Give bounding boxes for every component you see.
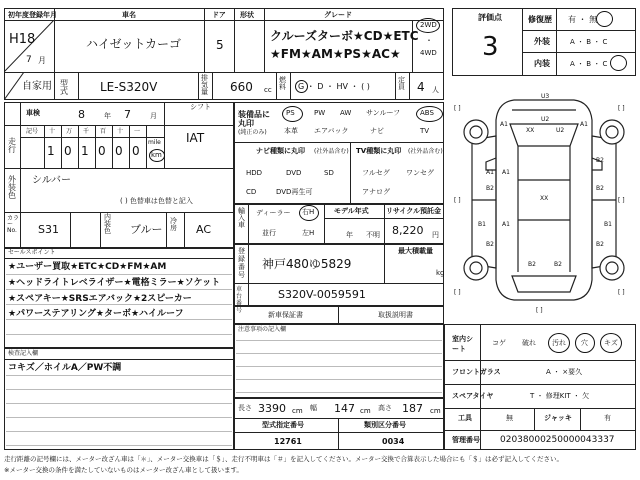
class-no-label: 類別区分番号 [364,421,406,429]
model-value: LE-S320V [100,80,158,94]
mileage-digit-header: 十 [117,128,124,135]
equipment-item: TV [420,127,430,135]
navi-sd: SD [324,169,334,177]
usage-type: 自家用 [22,81,52,92]
equipment-item: PS [286,109,295,117]
interior-options: A ・ B ・ C [570,60,608,68]
ac-value: AC [196,223,212,236]
ruled-line [6,403,232,404]
mileage-digit: 1 [47,144,55,158]
sheet-scratch: キズ [604,339,618,347]
mileage-digit: 0 [64,144,72,158]
diag-label: A1 [486,169,494,176]
interior-color-label: 内装色 [104,213,111,235]
ruled-line [6,319,232,320]
reg-month: 7 [26,55,32,65]
exterior-options: A ・ B ・ C [570,38,608,46]
diag-bracket: [ ] [618,289,625,296]
tv-analog: アナログ [362,188,390,196]
km-unit: km [151,151,162,159]
type-no-label: 型式指定番号 [262,421,304,429]
sheet-tear: 破れ [522,339,536,347]
inspector-label: 検査記入欄 [8,350,39,357]
ruled-line [236,392,442,393]
recycle-unit: 円 [432,231,439,239]
equipment-item: PW [314,109,326,117]
grade-line-2: ★FM★AM★PS★AC★ [270,47,401,61]
mileage-cell-divider [78,125,79,168]
inspection-month-unit: 月 [150,112,157,120]
car-name: ハイゼットカーゴ [86,37,182,51]
ruled-line [6,389,232,390]
height-value: 187 [402,402,423,415]
model-year-label: モデル年式 [334,207,369,215]
max-load-label: 最大積載量 [398,247,433,255]
spare-tire-label: スペアタイヤ [452,392,494,400]
fuel-options: G ・ D ・ HV ・ ( ) [298,82,370,91]
sales-line-3: ★スペアキー★SRSエアバック★2スピーカー [8,294,192,304]
diag-bracket: [ ] [454,289,461,296]
management-label: 管理番号 [452,436,480,444]
inspection-year-unit: 年 [104,112,111,120]
drive-2wd: 2WD [420,21,437,29]
sheet-burn: コゲ [492,339,506,347]
grade-label: グレード [324,11,352,19]
diag-label: B2 [528,261,536,268]
tools-value: 無 [506,414,513,422]
mileage-cell-divider [146,125,147,168]
sales-line-2: ★ヘッドライトレベライザー★電格ミラー★ソケット [8,278,221,288]
diag-label: U3 [541,93,550,100]
model-year-unit: 年 [346,231,353,239]
recycle-value: 8,220 [392,224,424,237]
height-unit: cm [430,407,441,415]
sheet-stain: 汚れ [552,339,566,347]
mileage-digit: 0 [115,144,123,158]
exterior-label: 外装 [534,37,550,46]
diag-label: B1 [604,221,612,228]
diag-label: B2 [596,241,604,248]
type-no-value: 12761 [274,437,302,446]
mileage-digit-header: 一 [134,128,141,135]
navi-label: ナビ種類に丸印 [256,147,305,155]
jack-label: ジャッキ [544,414,572,422]
score-label: 評価点 [478,13,502,22]
inspection-month: 7 [124,108,131,121]
sheet-hole: 穴 [581,339,588,347]
tv-oneseg: ワンセグ [406,169,434,177]
model-label: 型式 [60,79,68,96]
shift-value: IAT [186,131,205,145]
ruled-line [6,274,232,275]
diag-label: B2 [486,185,494,192]
height-label: 高さ [378,404,392,412]
ruled-line [6,334,232,335]
equipment-sublabel: (純正のみ) [238,129,267,136]
mileage-cell-divider [61,125,62,168]
reg-month-unit: 月 [38,56,46,65]
capacity-label: 定員 [398,76,405,91]
sales-points-label: セールスポイント [8,249,56,256]
repair-none-circle [596,11,613,27]
shift-label: シフト [190,103,211,111]
mileage-digit: 1 [81,144,89,158]
chassis-label: 車台番号 [236,286,243,314]
footer-note-2: ※メーター交換の条件を満たしていないものはメーター改ざん車として扱います。 [4,466,243,474]
ruled-line [6,375,232,376]
navi-cd: CD [246,188,257,196]
mileage-digit-header: 万 [66,128,73,135]
model-year-value: 不明 [366,231,380,239]
mileage-digit-header: 十 [49,128,56,135]
inspection-label: 車検 [26,109,40,117]
spare-tire-options: T ・ 修理KIT ・ 欠 [530,392,590,400]
diag-bracket: [ ] [454,105,461,112]
shape-label: 形状 [240,11,254,19]
mileage-cell-divider [112,125,113,168]
ruled-line [6,304,232,305]
repair-label: 修復歴 [528,15,552,24]
length-value: 3390 [258,402,286,415]
tv-note: (社外品含む) [408,148,443,155]
ac-label: 冷房 [170,217,177,232]
diag-label: U2 [541,116,550,123]
diag-label: XX [526,127,535,134]
car-name-label: 車名 [122,11,136,19]
ruled-line [236,353,442,354]
equipment-label: 装備品に丸印 [238,110,270,128]
ruled-line [6,417,232,418]
ruled-line [6,431,232,432]
drive-separator: ・ [425,36,433,45]
exterior-color-value: シルバー [32,175,72,186]
interior-sheet-label: 室内シート [452,335,473,353]
ruled-line [236,379,442,380]
navi-dvd-play: DVD再生可 [276,188,313,196]
equipment-item: サンルーフ [366,109,401,117]
mileage-label: 走行 [8,137,16,154]
diag-label: B2 [486,241,494,248]
color-no-value: S31 [38,223,59,236]
class-no-value: 0034 [382,437,405,446]
diag-bracket: [ ] [618,197,625,204]
footer-note-1: 走行距離の記号欄には、メーター改ざん車は「＊」、メーター交換車は「＄」、走行不明車は「＃」を記入してください。メーター交換で合算表示した場合にも「＄」は必ず記入してください。 [4,455,563,463]
length-label: 長さ [238,404,252,412]
ruled-line [6,445,232,446]
length-unit: cm [292,407,303,415]
mileage-cell-divider [95,125,96,168]
navi-dvd: DVD [286,169,302,177]
left-hand-option: 左H [302,229,315,237]
tools-label: 工具 [458,414,472,422]
capacity-value: 4 [417,80,425,94]
mileage-symbol-label: 記号 [26,128,39,135]
equipment-item: ナビ [370,127,384,135]
width-label: 幅 [310,404,317,412]
car-damage-diagram [452,80,636,316]
diag-label: A1 [500,121,508,128]
equipment-item: エアバック [314,127,349,135]
sales-line-1: ★ユーザー買取★ETC★CD★FM★AM [8,262,167,272]
diag-label: A1 [502,221,510,228]
right-hand-option: 右H [302,208,315,216]
import-label: 輸入車 [238,207,245,229]
diag-label: A1 [580,121,588,128]
ruled-line [236,340,442,341]
diag-bracket: [ ] [618,105,625,112]
fuel-label: 燃料 [279,76,286,91]
cc-unit: cc [264,86,272,94]
diag-bracket: [ ] [536,307,543,314]
tv-fullseg: フルセグ [362,169,390,177]
interior-c-circle [610,55,627,71]
diag-label: U2 [556,127,565,134]
usage-divider [4,72,24,100]
notes-label: 注意事項の記入欄 [238,326,287,333]
displacement-value: 660 [230,80,253,94]
interior-label: 内装 [534,59,550,68]
capacity-unit: 人 [432,86,439,94]
interior-color-value: ブルー [130,223,163,236]
color-no-label: カラーNo. [7,215,20,234]
parallel-option: 並行 [262,229,276,237]
navi-note: (社外品含む) [314,148,349,155]
inspector-line-1: コキズ／ホイルA／PW不調 [8,363,122,373]
reg-era-year: H18 [9,32,36,47]
mileage-digit-header: 千 [83,128,90,135]
registration-value: 神戸480ゆ5829 [262,257,352,271]
exterior-color-note: ( ) 色替車は色替と記入 [120,197,193,205]
diag-label: B1 [478,221,486,228]
equipment-item: ABS [420,109,434,117]
width-value: 147 [334,402,355,415]
notes-box [234,324,444,398]
ruled-line [6,289,232,290]
exterior-color-label: 外装色 [8,175,16,200]
mileage-digit-header: 百 [100,128,107,135]
mileage-cell-divider [44,125,45,168]
door-count: 5 [216,38,224,52]
mileage-digit: 0 [98,144,106,158]
diag-label: B2 [596,157,604,164]
equipment-item: 本革 [284,127,298,135]
door-label: ドア [212,11,226,19]
displacement-label: 排気量 [201,74,208,96]
front-glass-options: A ・ ×要久 [546,368,583,376]
dealer-option: ディーラー [256,209,291,217]
drive-4wd: 4WD [420,49,437,57]
sales-line-4: ★パワーステアリング★ターボ★ハイルーフ [8,309,184,319]
width-unit: cm [360,407,371,415]
management-value: 02038000250000043337 [500,435,615,445]
inspection-year: 8 [78,108,85,121]
reg-year-label: 初年度登録年月 [8,11,57,19]
diag-label: B2 [554,261,562,268]
mileage-digit: 0 [132,144,140,158]
mile-unit: mile [148,139,161,146]
manual-label: 取扱説明書 [378,311,413,319]
jack-value: 有 [604,414,611,422]
front-glass-label: フロントガラス [452,368,501,376]
registration-label: 登録番号 [238,247,245,279]
mileage-cell-divider [129,125,130,168]
diag-bracket: [ ] [454,197,461,204]
diag-label: A1 [502,169,510,176]
kg-unit: kg [436,269,445,277]
score-value: 3 [482,32,499,62]
warranty-label: 新車保証書 [268,311,303,319]
grade-line-1: クルーズターボ★CD★ETC [270,29,419,43]
repair-options: 有 ・ 無 [568,15,598,24]
navi-hdd: HDD [246,169,263,177]
chassis-value: S320V-0059591 [278,288,366,301]
tv-label: TV種類に丸印 [356,147,402,155]
ruled-line [236,366,442,367]
diag-label: B2 [596,185,604,192]
equipment-item: AW [340,109,352,117]
diag-label: XX [540,195,549,202]
recycle-label: リサイクル預託金 [386,207,442,215]
